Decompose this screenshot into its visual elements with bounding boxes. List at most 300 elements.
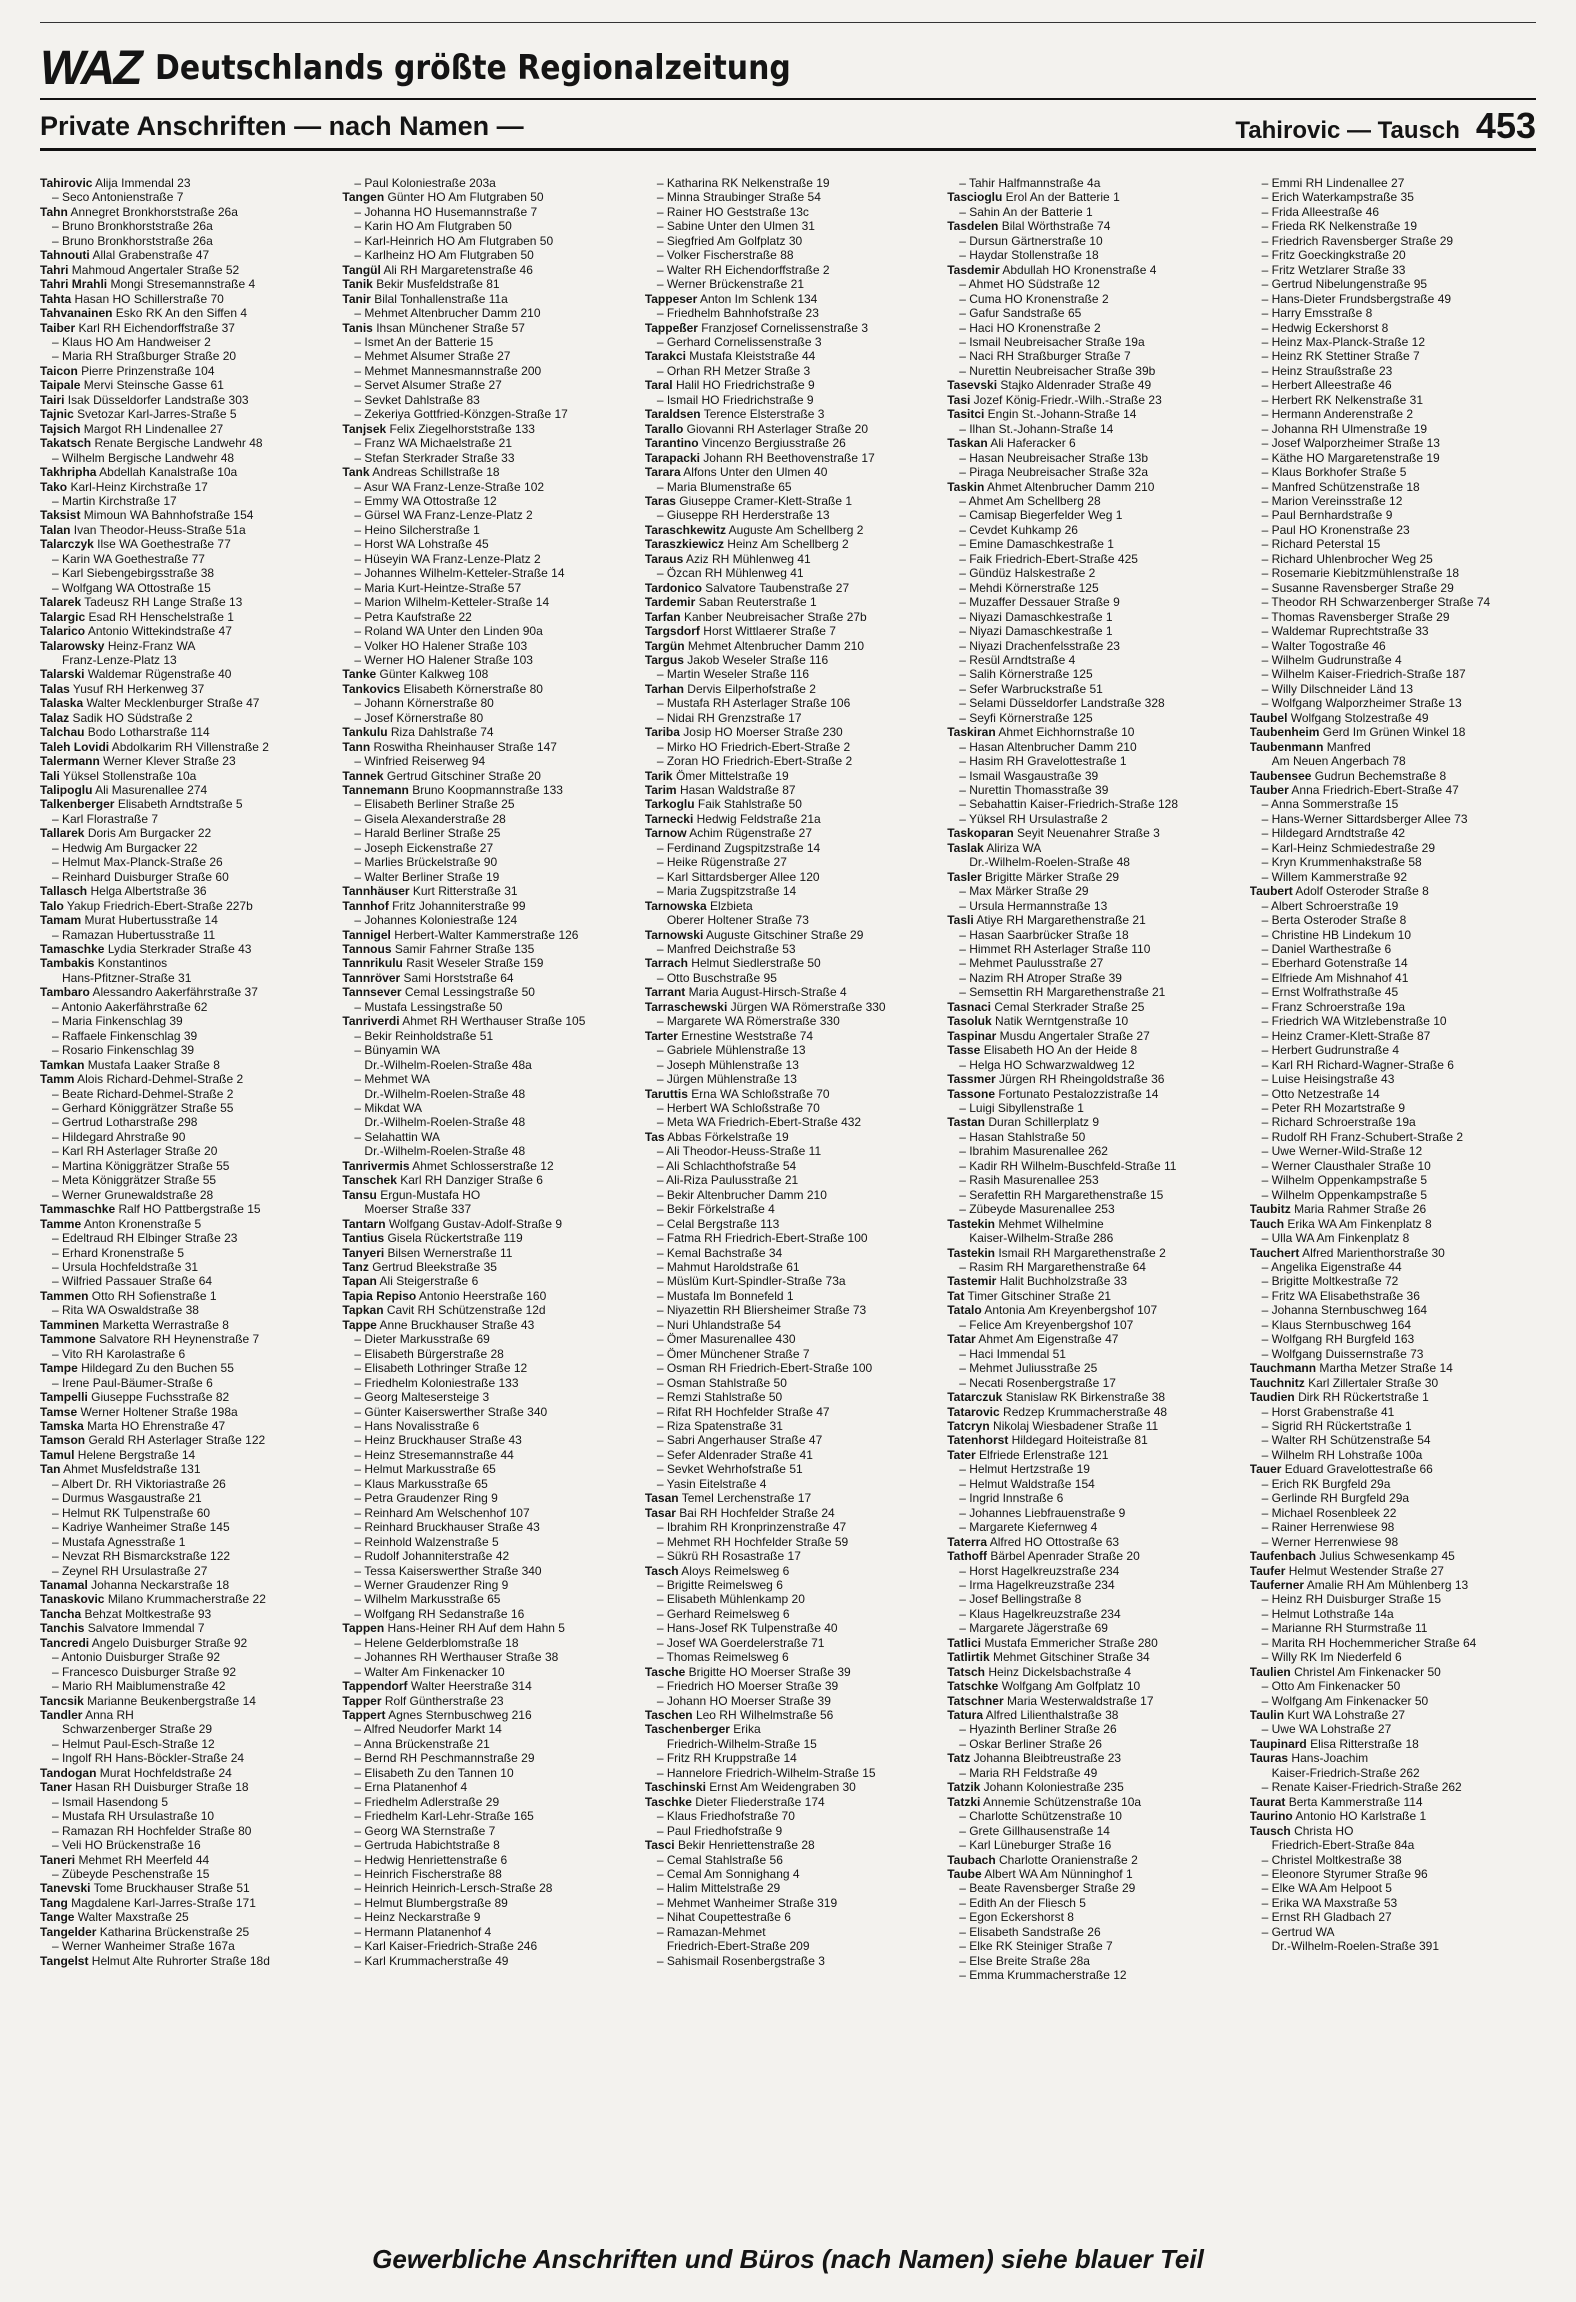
directory-entry: – Frieda RK Nelkenstraße 19 [1261, 219, 1418, 234]
directory-entry: Talas Yusuf RH Herkenweg 37 [40, 681, 205, 696]
directory-entry: Taubert Adolf Osteroder Straße 8 [1249, 884, 1429, 899]
directory-entry: – Franz WA Michaelstraße 21 [354, 436, 513, 451]
directory-entry: – Wilhelm RH Lohstraße 100a [1261, 1447, 1423, 1462]
directory-entry: – Ulla WA Am Finkenplatz 8 [1261, 1231, 1410, 1246]
directory-entry: – Klaus Borkhofer Straße 5 [1261, 465, 1407, 480]
directory-entry: – Karl-Heinz Schmiedestraße 29 [1261, 840, 1436, 855]
directory-entry: – Marianne RH Sturmstraße 11 [1261, 1621, 1428, 1636]
directory-entry: – Georg WA Sternstraße 7 [354, 1823, 496, 1838]
directory-entry: – Durmus Wasgaustraße 21 [52, 1491, 202, 1506]
directory-entry: – Ursula Hermannstraße 13 [959, 898, 1108, 913]
directory-entry: Tannhäuser Kurt Ritterstraße 31 [342, 884, 518, 899]
directory-entry: – Klaus Hagelkreuzstraße 234 [959, 1606, 1121, 1621]
directory-entry: – Serafettin RH Margarethenstraße 15 [959, 1187, 1164, 1202]
directory-entry: Tanriverdi Ahmet RH Werthauser Straße 105 [342, 1014, 586, 1029]
directory-entry: – Wilhelm Markusstraße 65 [354, 1592, 501, 1607]
newspaper-tagline: Deutschlands größte Regionalzeitung [154, 48, 791, 88]
directory-entry: Tarik Ömer Mittelstraße 19 [644, 768, 789, 783]
directory-entry: – Manfred Schützenstraße 18 [1261, 479, 1420, 494]
directory-entry: – Kemal Bachstraße 34 [656, 1245, 783, 1260]
directory-entry: Tardonico Salvatore Taubenstraße 27 [644, 580, 850, 595]
directory-entry: – Uwe Werner-Wild-Straße 12 [1261, 1144, 1423, 1159]
directory-entry: Tann Roswitha Rheinhauser Straße 147 [342, 739, 557, 754]
directory-entry: Tanke Günter Kalkweg 108 [342, 667, 489, 682]
directory-entry: Targsdorf Horst Wittlaerer Straße 7 [644, 624, 836, 639]
directory-entry: – Emine Damaschkestraße 1 [959, 537, 1114, 552]
directory-entry: Talan Ivan Theodor-Heuss-Straße 51a [40, 522, 246, 537]
directory-entry: – Osman Stahlstraße 50 [656, 1375, 787, 1390]
directory-entry: – Helmut RK Tulpenstraße 60 [52, 1505, 211, 1520]
directory-entry: – Klaus Markusstraße 65 [354, 1476, 488, 1491]
directory-entry: – Fritz WA Elisabethstraße 36 [1261, 1288, 1420, 1303]
directory-entry: – Heike Rügenstraße 27 [656, 855, 787, 870]
directory-entry: Tauchert Alfred Marienthorstraße 30 [1249, 1245, 1445, 1260]
directory-entry: Tampelli Giuseppe Fuchsstraße 82 [40, 1390, 230, 1405]
directory-entry: – Rainer Herrenwiese 98 [1261, 1520, 1395, 1535]
directory-entry: – Mehmet Mannesmannstraße 200 [354, 363, 542, 378]
directory-entry: – Heinz Straußstraße 23 [1261, 363, 1393, 378]
directory-entry: Tappert Agnes Sternbuschweg 216 [342, 1708, 532, 1723]
directory-entry: Tasli Atiye RH Margarethenstraße 21 [947, 913, 1146, 928]
directory-entry: Schwarzenberger Straße 29 [62, 1722, 213, 1737]
directory-entry: Tatarczuk Stanislaw RK Birkenstraße 38 [947, 1390, 1166, 1405]
directory-entry: Tanaskovic Milano Krummacherstraße 22 [40, 1592, 266, 1607]
directory-entry: Tarara Alfons Unter den Ulmen 40 [644, 465, 828, 480]
directory-entry: – Gürsel WA Franz-Lenze-Platz 2 [354, 508, 533, 523]
directory-entry: – Niyazi Drachenfelsstraße 23 [959, 638, 1120, 653]
directory-entry: – Ali Schlachthofstraße 54 [656, 1158, 797, 1173]
directory-entry: – Otto Netzestraße 14 [1261, 1086, 1380, 1101]
directory-entry: – Ali-Riza Paulusstraße 21 [656, 1173, 799, 1188]
directory-entry: Dr.-Wilhelm-Roelen-Straße 48 [364, 1086, 526, 1101]
directory-entry: – Rainer HO Geststraße 13c [656, 204, 809, 219]
directory-entry: – Rosario Finkenschlag 39 [52, 1043, 195, 1058]
directory-entry: – Dursun Gärtnerstraße 10 [959, 233, 1103, 248]
directory-entry: Takatsch Renate Bergische Landwehr 48 [40, 436, 263, 451]
directory-entry: Tandler Anna RH [40, 1708, 134, 1723]
directory-entry: Tasse Elisabeth HO An der Heide 8 [947, 1043, 1138, 1058]
directory-entry: – Klaus HO Am Handweiser 2 [52, 334, 211, 349]
directory-entry: – Servet Alsumer Straße 27 [354, 378, 502, 393]
directory-entry: – Veli HO Brückenstraße 16 [52, 1838, 201, 1853]
directory-entry: – Anna Sommerstraße 15 [1261, 797, 1399, 812]
directory-entry: Tauchnitz Karl Zillertaler Straße 30 [1249, 1375, 1439, 1390]
directory-entry: – Willy RK Im Niederfeld 6 [1261, 1650, 1402, 1665]
directory-entry: – Werner Brückenstraße 21 [656, 277, 804, 292]
directory-entry: Tatlici Mustafa Emmericher Straße 280 [947, 1635, 1158, 1650]
directory-entry: – Paul Friedhofstraße 9 [656, 1823, 783, 1838]
directory-entry: – Müslüm Kurt-Spindler-Straße 73a [656, 1274, 846, 1289]
directory-entry: – Gertrud Nibelungenstraße 95 [1261, 277, 1428, 292]
directory-entry: Talipoglu Ali Masurenallee 274 [40, 783, 208, 798]
directory-entry: – Irene Paul-Bäumer-Straße 6 [52, 1375, 213, 1390]
directory-entry: Talchau Bodo Lotharstraße 114 [40, 725, 210, 740]
directory-entry: – Hermann Platanenhof 4 [354, 1924, 492, 1939]
directory-entry: – Richard Schroerstraße 19a [1261, 1115, 1416, 1130]
directory-entry: – Haci HO Kronenstraße 2 [959, 320, 1101, 335]
directory-entry: – Joseph Mühlenstraße 13 [656, 1057, 799, 1072]
directory-entry: – Zoran HO Friedrich-Ebert-Straße 2 [656, 754, 853, 769]
directory-entry: – Halim Mittelstraße 29 [656, 1881, 781, 1896]
directory-entry: – Karl RH Asterlager Straße 20 [52, 1144, 218, 1159]
directory-entry: – Mirko HO Friedrich-Ebert-Straße 2 [656, 739, 851, 754]
header-top-rule [40, 22, 1536, 23]
directory-entry: Tank Andreas Schillstraße 18 [342, 465, 500, 480]
directory-entry: – Harald Berliner Straße 25 [354, 826, 501, 841]
directory-entry: – Wolfgang RH Sedanstraße 16 [354, 1606, 525, 1621]
directory-entry: – Willem Kammerstraße 92 [1261, 869, 1407, 884]
directory-entry: – Berta Osteroder Straße 8 [1261, 913, 1407, 928]
directory-entry: Tapia Repiso Antonio Heerstraße 160 [342, 1288, 547, 1303]
directory-entry: Taudien Dirk RH Rückertstraße 1 [1249, 1390, 1429, 1405]
directory-entry: Taubel Wolfgang Stolzestraße 49 [1249, 710, 1429, 725]
directory-entry: – Ibrahim RH Kronprinzenstraße 47 [656, 1520, 847, 1535]
directory-entry: Taraszkiewicz Heinz Am Schellberg 2 [644, 537, 849, 552]
directory-entry: Tatar Ahmet Am Eigenstraße 47 [947, 1332, 1119, 1347]
directory-entry: Tangelder Katharina Brückenstraße 25 [40, 1924, 250, 1939]
directory-entry: – Richard Uhlenbrocher Weg 25 [1261, 551, 1433, 566]
directory-entry: – Ferdinand Zugspitzstraße 14 [656, 840, 821, 855]
directory-entry: – Ingrid Innstraße 6 [959, 1491, 1064, 1506]
directory-entry: Tambaro Alessandro Aakerfährstraße 37 [40, 985, 258, 1000]
directory-entry: – Helmut Hertzstraße 19 [959, 1462, 1090, 1477]
directory-entry: Taral Halil HO Friedrichstraße 9 [644, 378, 815, 393]
directory-entry: Tat Timer Gitschiner Straße 21 [947, 1288, 1112, 1303]
directory-entry: – Peter RH Mozartstraße 9 [1261, 1101, 1406, 1115]
directory-entry: – Ahmet HO Südstraße 12 [959, 277, 1100, 292]
directory-entry: Tatenhorst Hildegard Hoiteistraße 81 [947, 1433, 1148, 1448]
directory-entry: – Horst Grabenstraße 41 [1261, 1404, 1395, 1419]
directory-entry: – Elke WA Am Helpoot 5 [1261, 1881, 1392, 1896]
directory-entry: – Wolfgang Duissernstraße 73 [1261, 1346, 1424, 1361]
directory-entry: Tammone Salvatore RH Heynenstraße 7 [40, 1332, 260, 1347]
directory-entry: Taschinski Ernst Am Weidengraben 30 [644, 1780, 856, 1795]
directory-entry: – Camisap Biegerfelder Weg 1 [959, 508, 1123, 523]
directory-entry: – Wolfgang Walporzheimer Straße 13 [1261, 696, 1462, 711]
directory-entry: Tampe Hildegard Zu den Buchen 55 [40, 1361, 234, 1376]
directory-entry: Dr.-Wilhelm-Roelen-Straße 48 [364, 1115, 526, 1130]
section-title: Private Anschriften — nach Namen — [40, 110, 524, 141]
directory-entry: – Walter Am Finkenacker 10 [354, 1664, 505, 1679]
directory-entry: – Muzaffer Dessauer Straße 9 [959, 595, 1120, 610]
directory-entry: – Mehdi Körnerstraße 125 [959, 580, 1099, 595]
directory-entry: – Albert Dr. RH Viktoriastraße 26 [52, 1476, 226, 1491]
directory-entry: – Hildegard Ahrstraße 90 [52, 1129, 186, 1144]
directory-entry: – Heinz Bruckhauser Straße 43 [354, 1433, 522, 1448]
directory-entry: – Ismail HO Friedrichstraße 9 [656, 392, 814, 407]
directory-entry: – Else Breite Straße 28a [959, 1953, 1090, 1968]
directory-entry: – Resül Arndtstraße 4 [959, 652, 1076, 667]
directory-entry: – Hermann Anderenstraße 2 [1261, 407, 1414, 422]
directory-entry: Tange Walter Maxstraße 25 [40, 1910, 189, 1925]
directory-entry: Tamme Anton Kronenstraße 5 [40, 1216, 202, 1231]
directory-entry: – Osman RH Friedrich-Ebert-Straße 100 [656, 1361, 873, 1376]
directory-entry: Tasch Aloys Reimelsweg 6 [644, 1563, 790, 1578]
directory-entry: – Elisabeth Lothringer Straße 12 [354, 1361, 528, 1376]
directory-entry: – Stefan Sterkrader Straße 33 [354, 450, 515, 465]
directory-entry: – Nidai RH Grenzstraße 17 [656, 710, 802, 725]
directory-entry: – Sahin An der Batterie 1 [959, 204, 1093, 219]
directory-entry: – Heinz Stresemannstraße 44 [354, 1447, 514, 1462]
directory-entry: – Ismail Neubreisacher Straße 19a [959, 334, 1145, 349]
directory-entry: Dr.-Wilhelm-Roelen-Straße 48 [364, 1144, 526, 1159]
directory-entry: Talarowsky Heinz-Franz WA [40, 638, 196, 653]
directory-entry: – Helmut Lothstraße 14a [1261, 1606, 1394, 1621]
directory-entry: Tapan Ali Steigerstraße 6 [342, 1274, 479, 1289]
directory-entry: – Karin HO Am Flutgraben 50 [354, 219, 512, 234]
directory-entry: Taiber Karl RH Eichendorffstraße 37 [40, 320, 235, 335]
directory-entry: Taubenmann Manfred [1249, 739, 1371, 754]
directory-entry: Tatcryn Nikolaj Wiesbadener Straße 11 [947, 1418, 1159, 1433]
directory-entry: – Susanne Ravensberger Straße 29 [1261, 580, 1454, 595]
directory-entry: – Haci Immendal 51 [959, 1346, 1066, 1361]
directory-entry: Friedrich-Wilhelm-Straße 15 [666, 1736, 817, 1751]
directory-entry: Tangül Ali RH Margaretenstraße 46 [342, 262, 533, 277]
directory-entry: – Irma Hagelkreuzstraße 234 [959, 1577, 1115, 1592]
directory-entry: Taubach Charlotte Oranienstraße 2 [947, 1852, 1138, 1867]
directory-entry: Tannrikulu Rasit Weseler Straße 159 [342, 956, 544, 971]
directory-entry: – Josef Körnerstraße 80 [354, 710, 484, 725]
directory-entry: – Johannes Liebfrauenstraße 9 [959, 1505, 1126, 1520]
directory-entry: Tamul Helene Bergstraße 14 [40, 1447, 196, 1462]
directory-entry: Tancredi Angelo Duisburger Straße 92 [40, 1635, 248, 1650]
directory-entry: – Johann HO Moerser Straße 39 [656, 1693, 831, 1708]
directory-entry: – Friedrich Ravensberger Straße 29 [1261, 233, 1454, 248]
directory-entry: – Raffaele Finkenschlag 39 [52, 1028, 198, 1043]
directory-entry: Tamkan Mustafa Laaker Straße 8 [40, 1057, 220, 1072]
directory-entry: – Waldemar Ruprechtstraße 33 [1261, 624, 1429, 639]
page-range-block [1235, 105, 1536, 147]
directory-entry: – Paul Koloniestraße 203a [354, 176, 496, 190]
directory-entry: Tairi Isak Düsseldorfer Landstraße 303 [40, 392, 249, 407]
directory-entry: – Maria RH Straßburger Straße 20 [52, 349, 237, 364]
directory-entry: – Brigitte Moltkestraße 72 [1261, 1274, 1399, 1289]
directory-entry: Tapkan Cavit RH Schützenstraße 12d [342, 1303, 546, 1318]
directory-entry: – Hedwig Henriettenstraße 6 [354, 1852, 508, 1867]
directory-entry: Taskoparan Seyit Neuenahrer Straße 3 [947, 826, 1160, 841]
masthead [40, 40, 1536, 96]
directory-entry: Tamminen Marketta Werrastraße 8 [40, 1317, 229, 1332]
directory-entry: – Yasin Eitelstraße 4 [656, 1476, 767, 1491]
directory-entry: – Margarete Kiefernweg 4 [959, 1520, 1098, 1535]
directory-entry: – Werner Grunewaldstraße 28 [52, 1187, 214, 1202]
directory-entry: – Otto Buschstraße 95 [656, 970, 777, 985]
directory-entry: – Remzi Stahlstraße 50 [656, 1390, 783, 1405]
directory-entry: – Karl Lüneburger Straße 16 [959, 1838, 1112, 1853]
directory-entry: – Karl Florastraße 7 [52, 811, 159, 826]
directory-entry: – Helene Gelderblomstraße 18 [354, 1635, 519, 1650]
directory-entry: Tausch Christa HO [1249, 1823, 1354, 1838]
directory-entry: – Ramazan-Mehmet [656, 1924, 766, 1939]
directory-entry: Takhripha Abdellah Kanalstraße 10a [40, 465, 238, 480]
directory-entry: – Mustafa Im Bonnefeld 1 [656, 1288, 794, 1303]
directory-entry: – Herbert WA Schloßstraße 70 [656, 1101, 820, 1115]
directory-entry: – Rita WA Oswaldstraße 38 [52, 1303, 199, 1318]
directory-entry: Tappendorf Walter Heerstraße 314 [342, 1679, 532, 1694]
directory-entry: – Sebahattin Kaiser-Friedrich-Straße 128 [959, 797, 1178, 812]
directory-entry: – Ramazan RH Hochfelder Straße 80 [52, 1823, 252, 1838]
directory-entry: – Piraga Neubreisacher Straße 32a [959, 465, 1148, 480]
directory-entry: – Tahir Halfmannstraße 4a [959, 176, 1101, 190]
directory-entry: Taurat Berta Kammerstraße 114 [1249, 1794, 1423, 1809]
directory-entry: – Alfred Neudorfer Markt 14 [354, 1722, 502, 1737]
directory-entry: – Paul HO Kronenstraße 23 [1261, 522, 1410, 537]
directory-entry: – Mario RH Maiblumenstraße 42 [52, 1679, 226, 1694]
directory-entry: – Friedhelm Koloniestraße 133 [354, 1375, 519, 1390]
directory-entry: – Himmet RH Asterlager Straße 110 [959, 942, 1151, 957]
directory-entry: Tajnic Svetozar Karl-Jarres-Straße 5 [40, 407, 237, 422]
directory-entry: – Elisabeth Mühlenkamp 20 [656, 1592, 805, 1607]
directory-entry: – Willy Dilschneider Länd 13 [1261, 681, 1414, 696]
directory-entry: – Riza Spatenstraße 31 [656, 1418, 783, 1433]
directory-entry: – Gerhard Königgrätzer Straße 55 [52, 1101, 234, 1115]
directory-entry: – Niyazettin RH Bliersheimer Straße 73 [656, 1303, 867, 1318]
directory-entry: – Gabriele Mühlenstraße 13 [656, 1043, 806, 1058]
directory-entry: Tankovics Elisabeth Körnerstraße 80 [342, 681, 543, 696]
directory-entry: – Marion Wilhelm-Ketteler-Straße 14 [354, 595, 550, 610]
directory-entry: – Cevdet Kuhkamp 26 [959, 522, 1078, 537]
directory-entry: Tasevski Stajko Aldenrader Straße 49 [947, 378, 1152, 393]
directory-entry: – Bruno Bronkhorststraße 26a [52, 233, 213, 248]
directory-entry: Friedrich-Ebert-Straße 209 [666, 1939, 810, 1954]
directory-entry: – Wilhelm Gudrunstraße 4 [1261, 652, 1402, 667]
directory-entry: – Hans-Werner Sittardsberger Allee 73 [1261, 811, 1468, 826]
directory-entry: – Bekir Reinholdstraße 51 [354, 1028, 494, 1043]
directory-entry: Tankulu Riza Dahlstraße 74 [342, 725, 494, 740]
directory-entry: – Sabri Angerhauser Straße 47 [656, 1433, 823, 1448]
directory-entry: – Heinrich Heinrich-Lersch-Straße 28 [354, 1881, 553, 1896]
directory-entry: – Grete Gillhausenstraße 14 [959, 1823, 1110, 1838]
directory-column-3 [645, 176, 931, 2216]
directory-entry: – Helmut Max-Planck-Straße 26 [52, 855, 223, 870]
directory-entry: – Mustafa RH Ursulastraße 10 [52, 1809, 215, 1824]
directory-entry: – Zekeriya Gottfried-Könzgen-Straße 17 [354, 407, 568, 422]
page-number: 453 [1475, 105, 1536, 146]
directory-entry: – Edith An der Fliesch 5 [959, 1895, 1086, 1910]
directory-entry: – Semsettin RH Margarethenstraße 21 [959, 985, 1166, 1000]
directory-entry: – Karl Sittardsberger Allee 120 [656, 869, 820, 884]
directory-entry: Tasche Brigitte HO Moerser Straße 39 [644, 1664, 851, 1679]
directory-entry: – Mehmet Paulusstraße 27 [959, 956, 1104, 971]
directory-entry: – Karl Kaiser-Friedrich-Straße 246 [354, 1939, 538, 1954]
directory-entry: – Ilhan St.-Johann-Straße 14 [959, 421, 1114, 436]
directory-entry: Friedrich-Ebert-Straße 84a [1271, 1838, 1415, 1853]
directory-entry: – Kadriye Wanheimer Straße 145 [52, 1520, 230, 1535]
directory-entry: – Salih Körnerstraße 125 [959, 667, 1093, 682]
directory-entry: – Meta Königgrätzer Straße 55 [52, 1173, 217, 1188]
directory-entry: – Erich RK Burgfeld 29a [1261, 1476, 1391, 1491]
directory-entry: Talo Yakup Friedrich-Ebert-Straße 227b [40, 898, 253, 913]
directory-entry: – Emma Krummacherstraße 12 [959, 1968, 1127, 1983]
directory-entry: – Ömer Masurenallee 430 [656, 1332, 796, 1347]
directory-entry: – Francesco Duisburger Straße 92 [52, 1664, 237, 1679]
directory-entry: Tangen Günter HO Am Flutgraben 50 [342, 190, 544, 205]
directory-entry: – Werner Wanheimer Straße 167a [52, 1939, 235, 1954]
directory-entry: Tauferner Amalie RH Am Mühlenberg 13 [1249, 1577, 1469, 1592]
directory-entry: Tandogan Murat Hochfeldstraße 24 [40, 1765, 232, 1780]
directory-entry: – Hans-Josef RK Tulpenstraße 40 [656, 1621, 838, 1636]
directory-entry: Tamse Werner Holtener Straße 198a [40, 1404, 238, 1419]
directory-entry: – Gafur Sandstraße 65 [959, 306, 1082, 321]
directory-entry: Taufer Helmut Westender Straße 27 [1249, 1563, 1444, 1578]
directory-entry: – Bünyamin WA [354, 1043, 440, 1058]
directory-entry: – Maria Kurt-Heintze-Straße 57 [354, 580, 522, 595]
directory-entry: – Nevzat RH Bismarckstraße 122 [52, 1549, 231, 1564]
directory-entry: – Bernd RH Peschmannstraße 29 [354, 1751, 535, 1766]
directory-entry: – Werner Clausthaler Straße 10 [1261, 1158, 1431, 1173]
directory-entry: Tappeßer Franzjosef Cornelissenstraße 3 [644, 320, 869, 335]
directory-entry: – Helmut Paul-Esch-Straße 12 [52, 1736, 215, 1751]
directory-entry: Tarfan Kanber Neubreisacher Straße 27b [644, 609, 867, 624]
directory-entry: – Özcan RH Mühlenweg 41 [656, 566, 804, 581]
directory-entry: – Selami Düsseldorfer Landstraße 328 [959, 696, 1165, 711]
directory-entry: Taubitz Maria Rahmer Straße 26 [1249, 1202, 1427, 1217]
directory-entry: – Katharina RK Nelkenstraße 19 [656, 176, 830, 190]
directory-entry: – Walter RH Schützenstraße 54 [1261, 1433, 1431, 1448]
directory-entry: – Johannes Wilhelm-Ketteler-Straße 14 [354, 566, 565, 581]
directory-entry: – Thomas Ravensberger Straße 29 [1261, 609, 1450, 624]
directory-entry: – Karl Siebengebirgsstraße 38 [52, 566, 215, 581]
directory-entry: Tarnow Achim Rügenstraße 27 [644, 826, 812, 841]
directory-entry: – Hasan Neubreisacher Straße 13b [959, 450, 1148, 465]
directory-entry: – Haydar Stollenstraße 18 [959, 248, 1099, 263]
directory-entry: – Cemal Am Sonnighang 4 [656, 1867, 800, 1882]
directory-entry: – Erhard Kronenstraße 5 [52, 1245, 185, 1260]
directory-entry: – Gertruda Habichtstraße 8 [354, 1838, 500, 1853]
directory-entry: Tannsever Cemal Lessingstraße 50 [342, 985, 535, 1000]
directory-entry: Taterra Alfred HO Ottostraße 63 [947, 1534, 1120, 1549]
directory-entry: – Gertrud Lotharstraße 298 [52, 1115, 198, 1130]
directory-entry: – Ursula Hochfeldstraße 31 [52, 1259, 199, 1274]
directory-entry: Tarnecki Hedwig Feldstraße 21a [644, 811, 821, 826]
directory-entry: – Cemal Stahlstraße 56 [656, 1852, 783, 1867]
directory-entry: Tatzik Johann Koloniestraße 235 [947, 1780, 1124, 1795]
directory-entry: – Ernst RH Gladbach 27 [1261, 1910, 1392, 1925]
directory-entry: – Mustafa Agnesstraße 1 [52, 1534, 186, 1549]
directory-entry: – Sefer Warbruckstraße 51 [959, 681, 1103, 696]
directory-entry: – Maria Blumenstraße 65 [656, 479, 792, 494]
directory-entry: – Erna Platanenhof 4 [354, 1780, 468, 1795]
directory-entry: – Friedhelm Karl-Lehr-Straße 165 [354, 1809, 534, 1824]
directory-entry: Oberer Holtener Straße 73 [666, 913, 809, 928]
directory-entry: Tanz Gertrud Bleekstraße 35 [342, 1259, 497, 1274]
directory-entry: – Friedhelm Adlerstraße 29 [354, 1794, 500, 1809]
directory-entry: Taicon Pierre Prinzenstraße 104 [40, 363, 215, 378]
directory-entry: Tamaschke Lydia Sterkrader Straße 43 [40, 942, 252, 957]
directory-entry: – Niyazi Damaschkestraße 1 [959, 624, 1113, 639]
directory-entry: Tatz Johanna Bleibtreustraße 23 [947, 1751, 1122, 1766]
directory-entry: – Elke RK Steiniger Straße 7 [959, 1939, 1113, 1954]
directory-entry: Tarter Ernestine Weststraße 74 [644, 1028, 814, 1043]
directory-entry: – Cuma HO Kronenstraße 2 [959, 291, 1109, 306]
directory-entry: Tatzki Annemie Schützenstraße 10a [947, 1794, 1142, 1809]
directory-entry: Tassone Fortunato Pestalozzistraße 14 [947, 1086, 1159, 1101]
directory-entry: – Nuri Uhlandstraße 54 [656, 1317, 781, 1332]
directory-entry: – Ismail Hasendong 5 [52, 1794, 169, 1809]
directory-entry: Taskan Ali Haferacker 6 [947, 436, 1076, 451]
directory-entry: – Paul Bernhardstraße 9 [1261, 508, 1393, 523]
directory-entry: – Heinz RK Stettiner Straße 7 [1261, 349, 1420, 364]
directory-entry: Talermann Werner Klever Straße 23 [40, 754, 236, 769]
directory-entry: – Hannelore Friedrich-Wilhelm-Straße 15 [656, 1765, 876, 1780]
directory-entry: Tambakis Konstantinos [40, 956, 168, 971]
directory-entry: Taspinar Musdu Angertaler Straße 27 [947, 1028, 1150, 1043]
directory-entry: Taurino Antonio HO Karlstraße 1 [1249, 1809, 1427, 1824]
directory-entry: – Wilhelm Oppenkampstraße 5 [1261, 1187, 1428, 1202]
directory-entry: – Celal Bergstraße 113 [656, 1216, 780, 1231]
directory-entry: – Roland WA Unter den Linden 90a [354, 624, 543, 639]
directory-entry: – Bekir Förkelstraße 4 [656, 1202, 775, 1217]
